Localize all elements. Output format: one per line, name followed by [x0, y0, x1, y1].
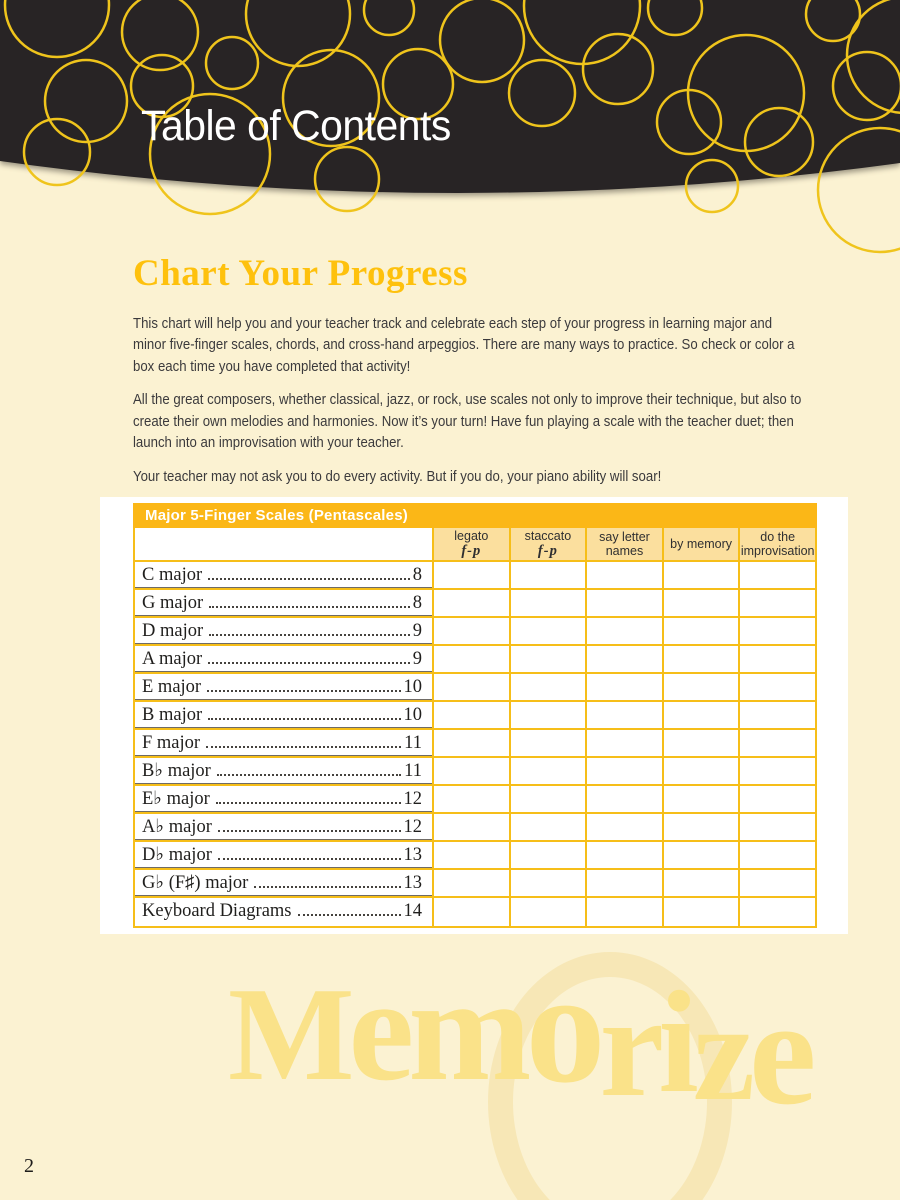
progress-checkbox-cell[interactable] — [585, 562, 662, 590]
watermark-letter: z — [692, 975, 750, 1130]
progress-checkbox-cell[interactable] — [585, 898, 662, 926]
progress-checkbox-cell[interactable] — [585, 758, 662, 786]
progress-checkbox-cell[interactable] — [738, 702, 815, 730]
progress-checkbox-cell[interactable] — [738, 646, 815, 674]
watermark-letter: e — [749, 968, 811, 1136]
dot-leader — [216, 802, 401, 804]
intro-paragraph-2 — [133, 389, 802, 454]
progress-checkbox-cell[interactable] — [662, 870, 739, 898]
toc-row-label: A♭ major 12 — [135, 814, 432, 842]
dot-leader — [218, 830, 401, 832]
progress-checkbox-cell[interactable] — [432, 758, 509, 786]
dot-leader — [217, 774, 401, 776]
paragraph-line: box each time you have completed that activity! — [133, 357, 411, 375]
column-header-empty — [135, 528, 432, 562]
progress-checkbox-cell[interactable] — [585, 590, 662, 618]
toc-row-label: G♭ (F♯) major 13 — [135, 870, 432, 898]
progress-checkbox-cell[interactable] — [738, 590, 815, 618]
progress-checkbox-cell[interactable] — [509, 870, 586, 898]
toc-row-label: C major 8 — [135, 562, 432, 590]
progress-checkbox-cell[interactable] — [509, 702, 586, 730]
intro-paragraph-3 — [133, 466, 802, 488]
progress-checkbox-cell[interactable] — [432, 590, 509, 618]
progress-checkbox-cell[interactable] — [738, 870, 815, 898]
table-panel — [100, 497, 848, 934]
paragraph-line: launch into an improvisation with your teacher. — [133, 434, 404, 452]
toc-row-label: Keyboard Diagrams 14 — [142, 901, 422, 921]
intro-paragraph-1 — [133, 313, 802, 378]
progress-checkbox-cell[interactable] — [662, 730, 739, 758]
progress-checkbox-cell[interactable] — [432, 618, 509, 646]
dot-leader — [207, 690, 400, 692]
toc-row-label: D major 9 — [135, 618, 432, 646]
paragraph-line: All the great composers, whether classical, jazz, or rock, use scales not only to improve their technique, but also to — [133, 391, 802, 409]
progress-checkbox-cell[interactable] — [585, 870, 662, 898]
dot-leader — [208, 578, 410, 580]
progress-checkbox-cell[interactable] — [432, 842, 509, 870]
progress-checkbox-cell[interactable] — [509, 786, 586, 814]
dot-leader — [254, 886, 400, 888]
progress-checkbox-cell[interactable] — [662, 674, 739, 702]
paragraph-line: minor five-finger scales, chords, and cross-hand arpeggios. There are many ways to practice. So check or color a — [133, 336, 795, 354]
dot-leader — [209, 606, 410, 608]
progress-checkbox-cell[interactable] — [585, 674, 662, 702]
progress-checkbox-cell[interactable] — [585, 646, 662, 674]
progress-checkbox-cell[interactable] — [662, 758, 739, 786]
progress-checkbox-cell[interactable] — [432, 702, 509, 730]
progress-checkbox-cell[interactable] — [738, 898, 815, 926]
dot-leader — [206, 746, 401, 748]
progress-checkbox-cell[interactable] — [509, 646, 586, 674]
watermark-letter: e — [348, 948, 409, 1112]
dot-leader — [218, 858, 401, 860]
paragraph-line: This chart will help you and your teacher track and celebrate each step of your progress in learning major and — [133, 314, 773, 332]
watermark-letter: m — [408, 948, 526, 1112]
progress-checkbox-cell[interactable] — [585, 814, 662, 842]
progress-checkbox-cell[interactable] — [738, 618, 815, 646]
progress-checkbox-cell[interactable] — [432, 898, 509, 926]
toc-row-label: B major 10 — [135, 702, 432, 730]
progress-checkbox-cell[interactable] — [662, 814, 739, 842]
progress-checkbox-cell[interactable] — [738, 730, 815, 758]
progress-checkbox-cell[interactable] — [662, 702, 739, 730]
toc-grid — [133, 528, 817, 928]
watermark-letter: r — [599, 965, 659, 1127]
progress-checkbox-cell[interactable] — [509, 730, 586, 758]
column-header-4: do the improvisation — [738, 528, 815, 562]
progress-checkbox-cell[interactable] — [509, 758, 586, 786]
progress-checkbox-cell[interactable] — [509, 562, 586, 590]
toc-row-label: A major 9 — [135, 646, 432, 674]
progress-checkbox-cell[interactable] — [738, 674, 815, 702]
progress-checkbox-cell[interactable] — [432, 730, 509, 758]
toc-row-label: D♭ major 13 — [135, 842, 432, 870]
watermark-letter: o — [525, 938, 600, 1116]
toc-row-label: F major 11 — [135, 730, 432, 758]
progress-checkbox-cell[interactable] — [585, 730, 662, 758]
dynamics-marking: f-p — [537, 543, 558, 559]
progress-checkbox-cell[interactable] — [738, 562, 815, 590]
progress-checkbox-cell[interactable] — [509, 590, 586, 618]
table-title: Major 5-Finger Scales (Pentascales) — [133, 503, 817, 528]
dynamics-marking: f-p — [461, 543, 482, 559]
progress-checkbox-cell[interactable] — [738, 786, 815, 814]
progress-checkbox-cell[interactable] — [585, 842, 662, 870]
progress-checkbox-cell[interactable] — [432, 674, 509, 702]
progress-checkbox-cell[interactable] — [432, 870, 509, 898]
progress-checkbox-cell[interactable] — [738, 814, 815, 842]
dot-leader — [208, 718, 400, 720]
column-header-0: legato f-p — [432, 528, 509, 562]
progress-checkbox-cell[interactable] — [509, 814, 586, 842]
progress-checkbox-cell[interactable] — [662, 786, 739, 814]
progress-checkbox-cell[interactable] — [509, 618, 586, 646]
column-header-2: say letter names — [585, 528, 662, 562]
toc-table — [133, 503, 817, 928]
paragraph-line: Your teacher may not ask you to do every activity. But if you do, your piano ability will soar! — [133, 467, 662, 485]
dot-leader — [209, 634, 410, 636]
progress-checkbox-cell[interactable] — [585, 786, 662, 814]
progress-checkbox-cell[interactable] — [585, 618, 662, 646]
toc-row-label: B♭ major 11 — [135, 758, 432, 786]
toc-row-label: E♭ major 12 — [135, 786, 432, 814]
progress-checkbox-cell[interactable] — [662, 618, 739, 646]
progress-checkbox-cell[interactable] — [662, 562, 739, 590]
progress-checkbox-cell[interactable] — [738, 842, 815, 870]
page-title: Chart Your Progress — [133, 253, 468, 294]
watermark-letter: i — [658, 961, 693, 1123]
column-header-1: staccato f-p — [509, 528, 586, 562]
watermark-text — [228, 938, 811, 1136]
progress-checkbox-cell[interactable] — [509, 842, 586, 870]
column-header-3: by memory — [662, 528, 739, 562]
progress-checkbox-cell[interactable] — [662, 898, 739, 926]
dot-leader — [208, 662, 410, 664]
page-number: 2 — [24, 1155, 34, 1177]
progress-checkbox-cell[interactable] — [662, 590, 739, 618]
progress-checkbox-cell[interactable] — [432, 786, 509, 814]
watermark-letter: M — [228, 960, 349, 1108]
dot-leader — [298, 914, 401, 916]
paragraph-line: create their own melodies and harmonies. Now it’s your turn! Have fun playing a scale with the teacher duet; then — [133, 412, 794, 430]
progress-checkbox-cell[interactable] — [432, 646, 509, 674]
toc-row-label: G major 8 — [135, 590, 432, 618]
progress-checkbox-cell[interactable] — [738, 758, 815, 786]
toc-row-label: E major 10 — [135, 674, 432, 702]
progress-checkbox-cell[interactable] — [662, 646, 739, 674]
progress-checkbox-cell[interactable] — [432, 814, 509, 842]
progress-checkbox-cell[interactable] — [509, 674, 586, 702]
page-banner-title: Table of Contents — [141, 102, 451, 150]
progress-checkbox-cell[interactable] — [509, 898, 586, 926]
intro-section — [133, 254, 893, 499]
progress-checkbox-cell[interactable] — [585, 702, 662, 730]
progress-checkbox-cell[interactable] — [662, 842, 739, 870]
progress-checkbox-cell[interactable] — [432, 562, 509, 590]
